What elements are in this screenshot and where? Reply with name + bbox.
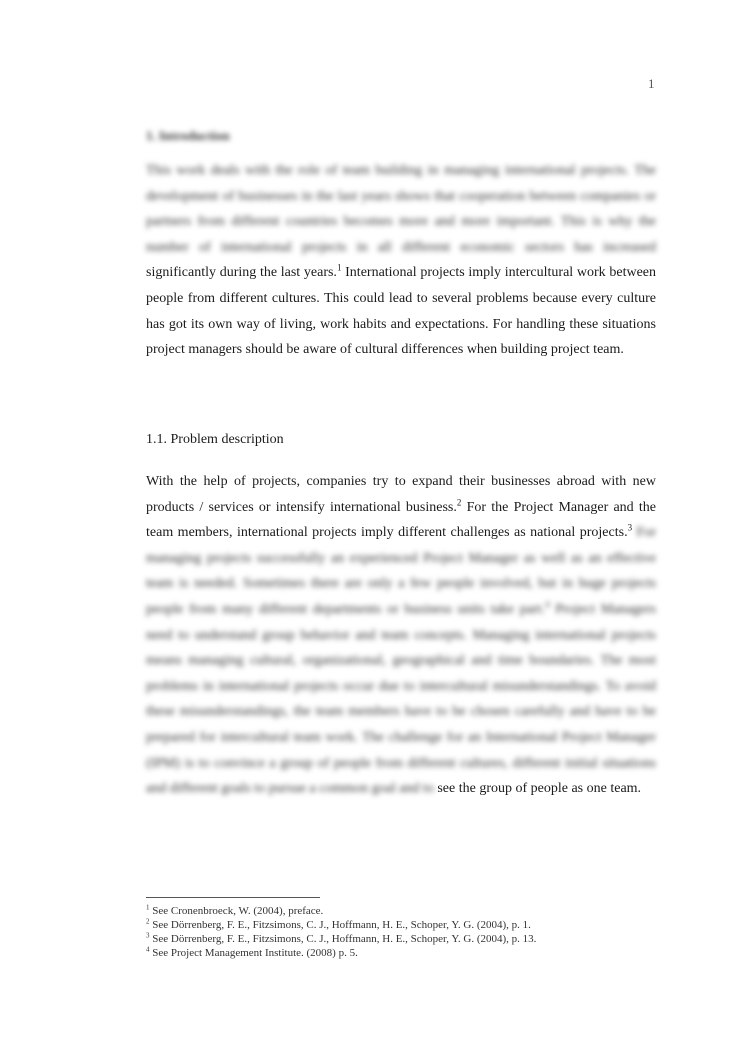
footnote-item: [146, 946, 536, 960]
problem-description-paragraph: [146, 469, 656, 802]
paragraph-text: see the group of people as one team.: [433, 781, 642, 797]
footnote-text: See Dörrenberg, F. E., Fitzsimons, C. J., Hoffmann, H. E., Schoper, Y. G. (2004), p. 1.: [149, 919, 531, 931]
footnote-number: 2: [146, 917, 150, 926]
footnote-ref: 4: [545, 599, 550, 610]
footnote-number: 4: [146, 945, 150, 954]
footnote-text: See Cronenbroeck, W. (2004), preface.: [149, 905, 324, 917]
footnote-item: [146, 904, 536, 918]
footnote-item: [146, 918, 536, 932]
footnote-number: 3: [146, 931, 150, 940]
blurred-text-part: Project Managers need to understand group behavior and team concepts. Managing international projects means managing cultural, organizational, geographical and time boundaries. The most problems in international projects occur due to intercultural misunderstandings. To avoid these misunderstandings, the team members have to be chosen carefully and have to be prepared for intercultural team work. The challenge for an International Project Manager (IPM) is to convince a group of people from different cultures, different initial situations and different goals to pursue a common goal and to: [146, 601, 657, 797]
footnote-ref: 1: [336, 262, 342, 273]
paragraph-text: With the help of projects, companies try to expand their businesses abroad with new products / services or intensify international business.: [146, 474, 656, 515]
section-heading-introduction: 1. Introduction: [146, 128, 230, 143]
footnote-number: 1: [146, 903, 150, 912]
footnote-text: See Dörrenberg, F. E., Fitzsimons, C. J., Hoffmann, H. E., Schoper, Y. G. (2004), p. 13.: [149, 933, 537, 945]
page-number: 1: [648, 76, 655, 91]
blurred-text: [146, 522, 657, 797]
subsection-heading-problem-description: 1.1. Problem description: [146, 432, 284, 447]
paragraph-text: For the Project Manager and the team members, international projects imply different challenges as national projects.: [146, 499, 656, 541]
footnote-separator: [146, 897, 320, 898]
footnote-ref: 2: [456, 496, 462, 507]
footnote-list: [146, 904, 536, 960]
blurred-text: This work deals with the role of team building in managing international projects. The development of businesses in the last years shows that cooperation between companies or partners from different countries becomes more and more important. This is why the number of international projects in all different economic sectors has increased: [146, 163, 656, 255]
blurred-text-part: For managing projects successfully an experienced Project Manager as well as an effective team is needed. Sometimes there are only a few people involved, but in huge projects people from many different departments or business units take part.: [146, 525, 656, 617]
paragraph-text: International projects imply intercultural work between people from different cultures. This could lead to several problems because every culture has got its own way of living, work habits and expectations. For handling these situations project managers should be aware of cultural differences when building project team.: [146, 265, 656, 358]
introduction-paragraph: [146, 158, 656, 363]
footnote-ref: 3: [627, 522, 633, 533]
footnote-item: [146, 932, 536, 946]
footnote-text: See Project Management Institute. (2008) p. 5.: [149, 947, 358, 959]
paragraph-text: significantly during the last years.: [146, 265, 337, 281]
